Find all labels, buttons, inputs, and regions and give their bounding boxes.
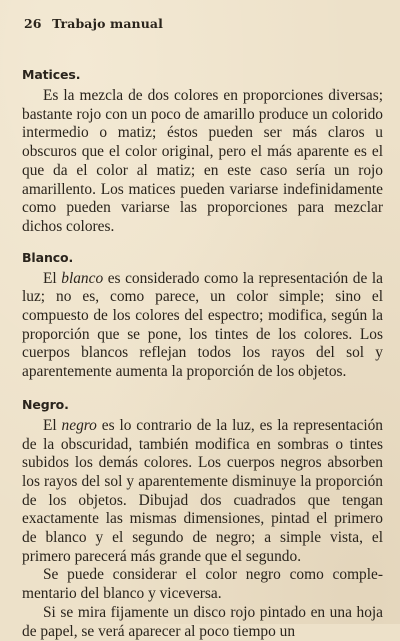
paragraph-negro-1: El negro es lo contrario de la luz, es la representación de la obscuridad, también modifica en sombras o tintes subidos los demás colores. Los cuerpos negros absorben los rayos del sol y aparentemente disminuye la proporción de los objetos. Dibujad dos cuadrados que tengan exactamente las mismas dimensiones, pintad el primero de blanco y el segundo de negro; a simple vista, el primero parecerá más grande que el segundo. xyxy=(22,416,383,565)
section-blanco xyxy=(22,249,383,382)
running-head xyxy=(24,14,383,34)
section-negro xyxy=(22,396,383,641)
section-matices xyxy=(22,66,383,237)
paragraph-matices: Es la mezcla de dos colores en proporciones diversas; bastante rojo con un poco de amarillo produce un colorido intermedio o matiz; éstos pueden ser más claros u obscuros que el color original, pero el más aparente es el que da el color al matiz; en este caso sería un rojo amarillento. Los matices pueden variarse indefinidamente como pueden variarse las proporciones para mezclar dichos colores. xyxy=(22,87,383,235)
paragraph-negro-2: Se puede considerar el color negro como complementario del blanco y viceversa. xyxy=(22,566,383,603)
page-number: 26 xyxy=(24,16,42,31)
paragraph-blanco: El blanco es considerado como la representación de la luz; no es, como parece, un color simple; sino el compuesto de los colores del espectro; modifica, según la proporción que se pone, los tintes de los colores. Los cuerpos blancos reflejan todos los rayos del sol y aparentemente aumenta la proporción de los objetos. xyxy=(22,269,383,381)
running-title: Trabajo manual xyxy=(52,16,163,31)
paragraph-negro-3: Si se mira fijamente un disco rojo pintado en una hoja de papel, se verá aparecer al poco tiempo un xyxy=(22,603,383,640)
section-heading-blanco: Blanco. xyxy=(22,249,74,265)
section-heading-negro: Negro. xyxy=(22,396,69,412)
term-negro: negro xyxy=(61,416,97,434)
section-heading-matices: Matices. xyxy=(22,67,81,82)
term-blanco: blanco xyxy=(61,269,104,287)
